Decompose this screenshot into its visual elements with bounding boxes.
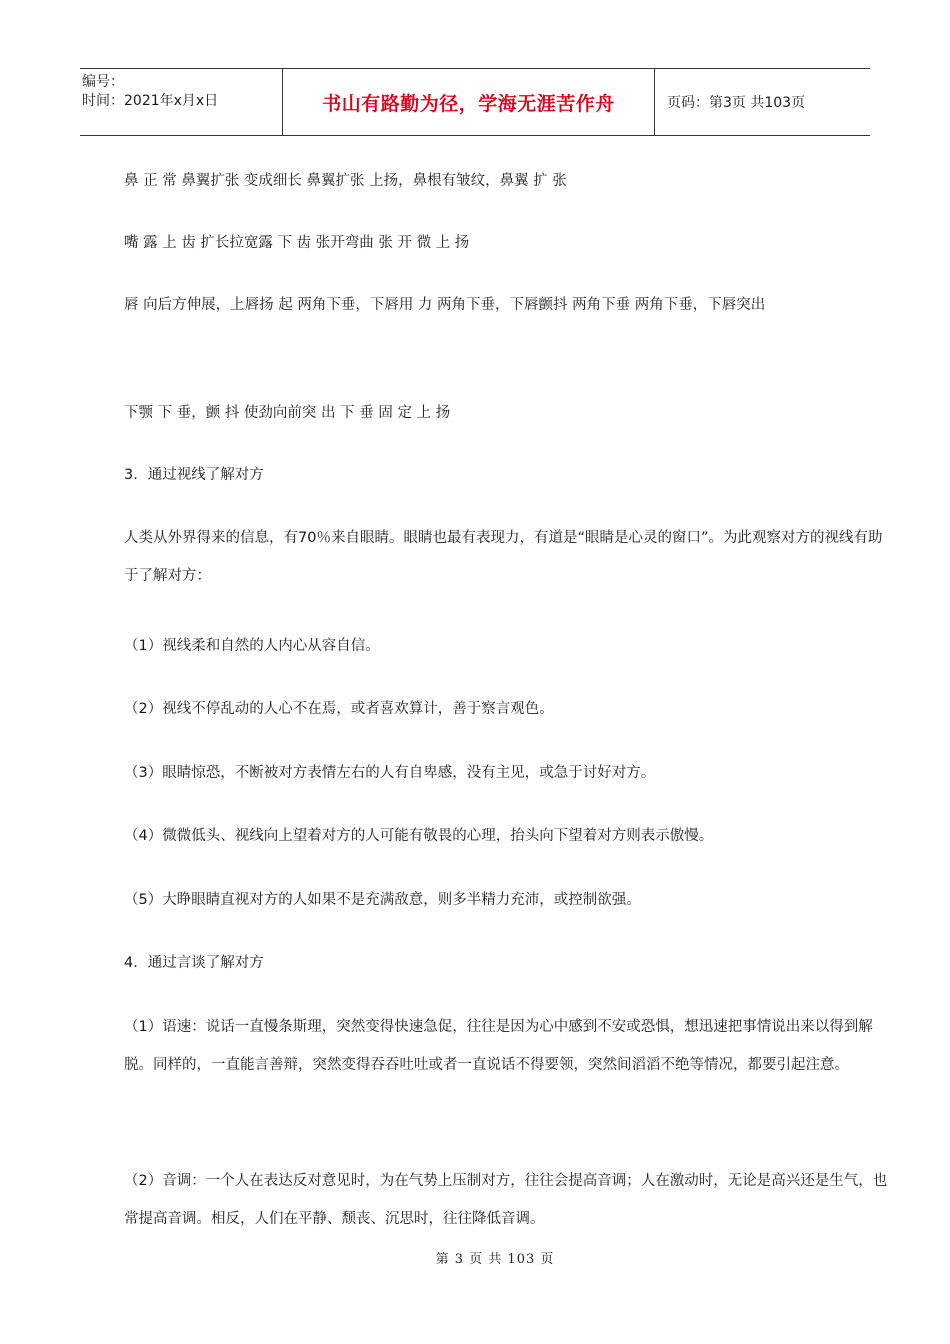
page-footer: 第 3 页 共 103 页 (435, 1252, 555, 1267)
list-item: （4）微微低头、视线向上望着对方的人可能有敬畏的心理，抬头向下望着对方则表示傲慢。 (124, 828, 714, 844)
paragraph: 人类从外界得来的信息，有70％来自眼睛。眼睛也最有表现力，有道是“眼睛是心灵的窗口”。为此观察对方的视线有助于了解对方： (124, 530, 883, 584)
header-page-code: 页码：第3页 共103页 (667, 95, 806, 111)
page-header (80, 68, 870, 136)
document-time-label: 时间：2021年x月x日 (82, 93, 219, 109)
list-item: （3）眼睛惊恐，不断被对方表情左右的人有自卑感，没有主见，或急于讨好对方。 (124, 765, 656, 781)
document-number-label: 编号： (82, 74, 124, 90)
paragraph: 嘴 露 上 齿 扩长拉宽露 下 齿 张开弯曲 张 开 微 上 扬 (124, 235, 470, 251)
paragraph: 下颚 下 垂，颤 抖 使劲向前突 出 下 垂 固 定 上 扬 (124, 405, 451, 421)
section-heading: 4．通过言谈了解对方 (124, 955, 264, 971)
section-heading: 3．通过视线了解对方 (124, 467, 264, 483)
header-motto: 书山有路勤为径，学海无涯苦作舟 (282, 69, 655, 135)
paragraph: 唇 向后方伸展，上唇扬 起 两角下垂，下唇用 力 两角下垂，下唇颤抖 两角下垂 两角下垂，下唇突出 (124, 297, 766, 313)
paragraph: （2）音调：一个人在表达反对意见时，为在气势上压制对方，往往会提高音调；人在激动时，无论是高兴还是生气，也常提高音调。相反，人们在平静、颓丧、沉思时，往往降低音调。 (124, 1173, 888, 1227)
list-item: （5）大睁眼睛直视对方的人如果不是充满敌意，则多半精力充沛，或控制欲强。 (124, 892, 641, 908)
list-item: （2）视线不停乱动的人心不在焉，或者喜欢算计，善于察言观色。 (124, 701, 554, 717)
paragraph: （1）语速：说话一直慢条斯理，突然变得快速急促，往往是因为心中感到不安或恐惧，想迅速把事情说出来以得到解脱。同样的，一直能言善辩，突然变得吞吞吐吐或者一直说话不得要领，突然间滔滔不绝等情况，都要引起注意。 (124, 1019, 873, 1073)
paragraph: 鼻 正 常 鼻翼扩张 变成细长 鼻翼扩张 上扬，鼻根有皱纹，鼻翼 扩 张 (124, 173, 567, 189)
header-meta (80, 69, 282, 135)
list-item: （1）视线柔和自然的人内心从容自信。 (124, 638, 380, 654)
